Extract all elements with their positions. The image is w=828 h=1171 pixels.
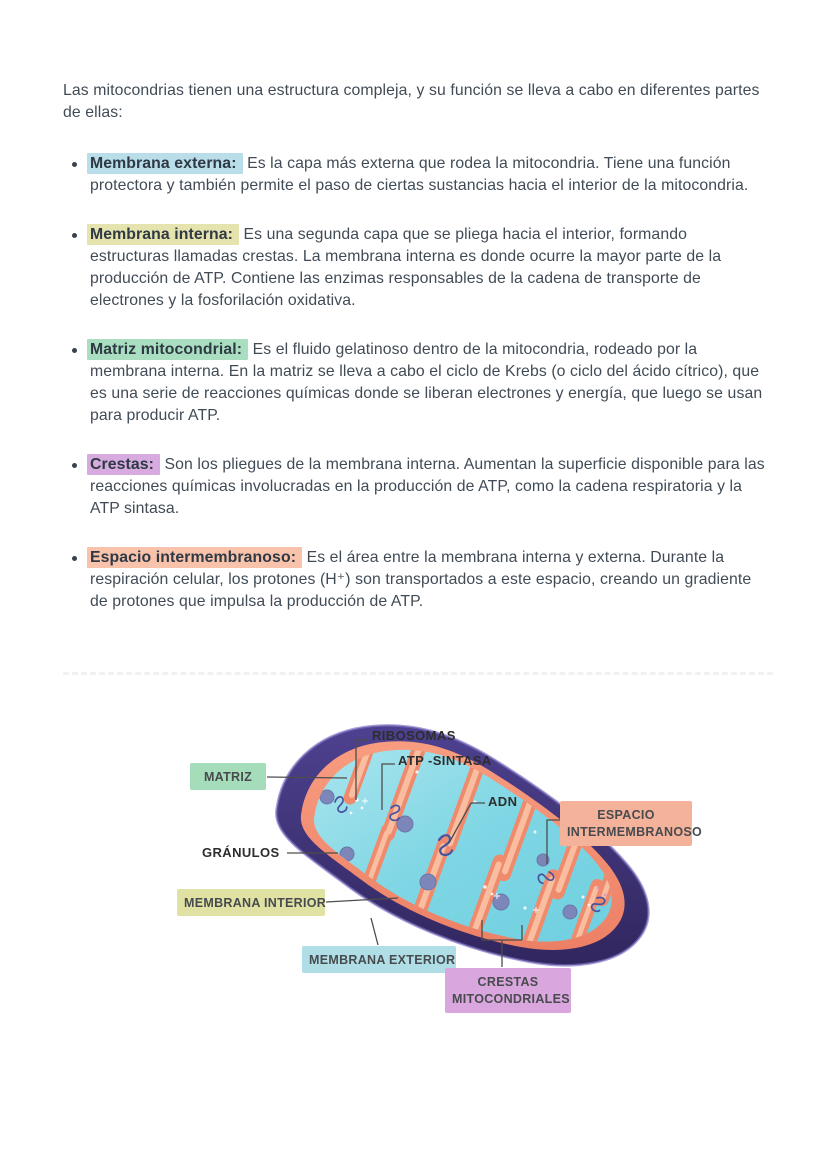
label-line: ESPACIO — [597, 808, 655, 822]
bullet-item-membrana-interna — [63, 224, 768, 312]
bullet-term: Membrana interna: — [87, 224, 239, 245]
label-box-membrana-exterior: MEMBRANA EXTERIOR — [302, 946, 456, 973]
bullet-desc: Es el fluido gelatinoso dentro de la mitocondria, rodeado por la membrana interna. En la matriz se lleva a cabo el ciclo de Krebs (o ciclo del ácido cítrico), que es una serie de reacciones químicas donde se liberan electrones y energía, que luego se usan para producir ATP. — [90, 341, 763, 424]
mitochondria-figure — [65, 712, 775, 1027]
intro-paragraph: Las mitocondrias tienen una estructura compleja, y su función se lleva a cabo en diferentes partes de ellas: — [63, 82, 760, 121]
bullet-desc: Es el área entre la membrana interna y externa. Durante la respiración celular, los protones (H⁺) son transportados a este espacio, creando un gradiente de protones que impulsa la producción de ATP. — [90, 549, 752, 610]
label-granulos: GRÁNULOS — [202, 845, 280, 860]
bullet-list — [63, 153, 768, 613]
bullet-item-crestas — [63, 454, 768, 520]
label-atp-sintasa: ATP -SINTASA — [398, 753, 492, 768]
bullet-item-matriz-mitocondrial — [63, 339, 768, 427]
label-box-espacio-intermembranoso — [560, 801, 703, 846]
bullet-term: Matriz mitocondrial: — [87, 339, 248, 360]
bullet-item-membrana-externa — [63, 153, 768, 197]
label-line: MITOCONDRIALES — [452, 992, 570, 1006]
label-line: CRESTAS — [477, 975, 539, 989]
label-adn: ADN — [488, 794, 518, 809]
bullet-item-espacio-intermembranoso — [63, 547, 768, 613]
section-divider — [63, 672, 773, 675]
label-ribosomas: RIBOSOMAS — [372, 728, 456, 743]
bullet-term: Membrana externa: — [87, 153, 243, 174]
bullet-term: Espacio intermembranoso: — [87, 547, 302, 568]
label-box-membrana-interior: MEMBRANA INTERIOR — [177, 889, 325, 916]
label-box-matriz: MATRIZ — [190, 763, 266, 790]
bullet-desc: Es una segunda capa que se pliega hacia el interior, formando estructuras llamadas crestas. La membrana interna es donde ocurre la mayor parte de la producción de ATP. Contiene las enzimas responsables de la cadena de transporte de electrones y la fosforilación oxidativa. — [90, 226, 722, 309]
bullet-desc: Son los pliegues de la membrana interna. Aumentan la superficie disponible para las reacciones químicas involucradas en la producción de ATP, como la cadena respiratoria y la ATP sintasa. — [90, 456, 765, 517]
label-line: INTERMEMBRANOSO — [567, 825, 703, 839]
label-box-crestas-mitocondriales — [445, 968, 571, 1013]
bullet-term: Crestas: — [87, 454, 160, 475]
bullet-desc: Es la capa más externa que rodea la mitocondria. Tiene una función protectora y también permite el paso de ciertas sustancias hacia el interior de la mitocondria. — [90, 155, 749, 194]
